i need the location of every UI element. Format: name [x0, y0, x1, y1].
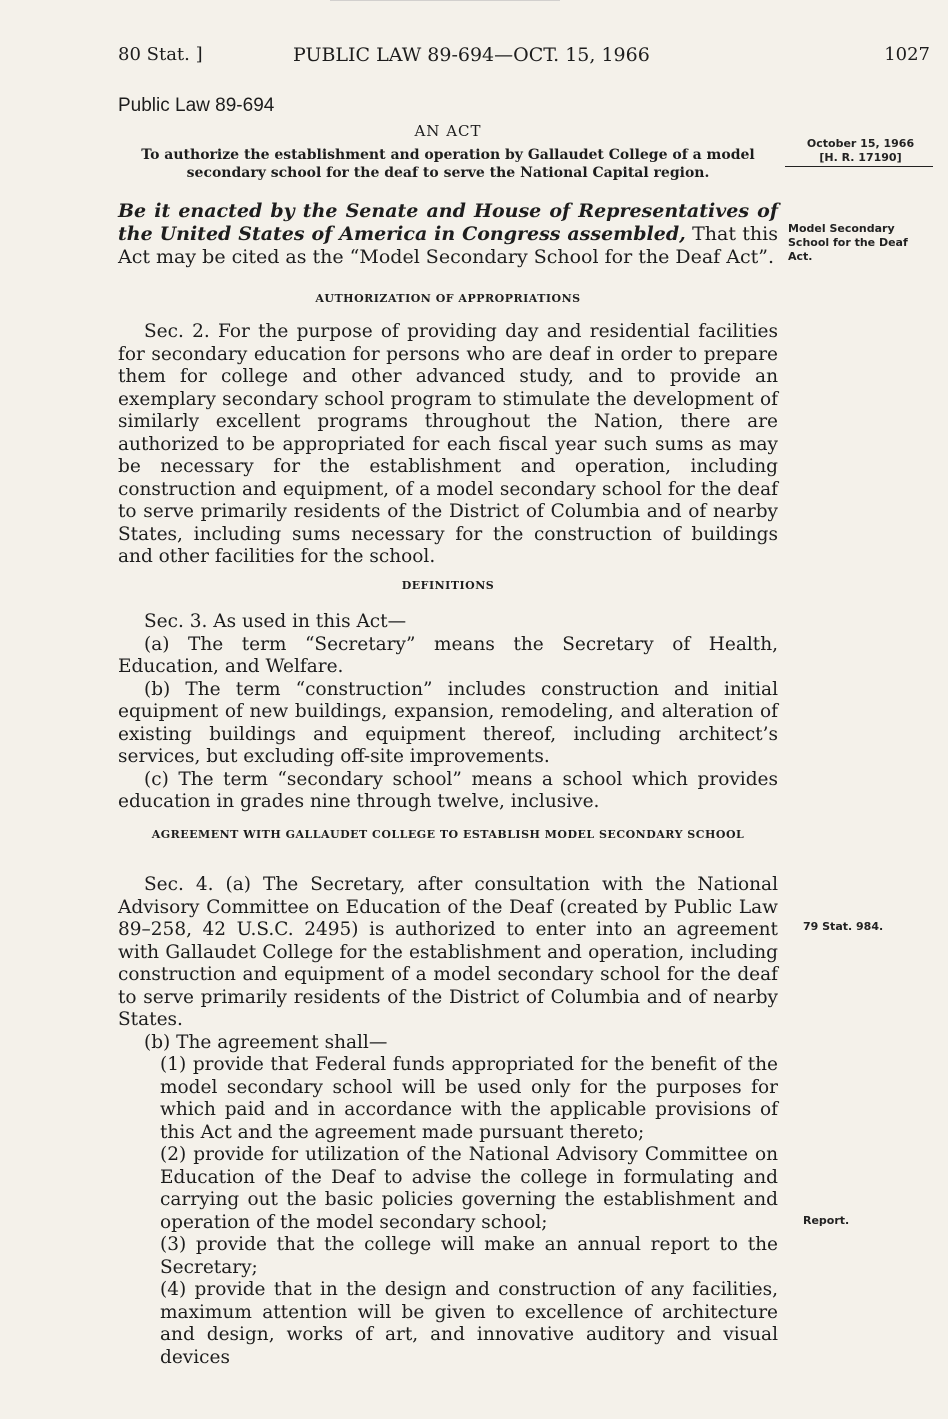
sidenote-date	[788, 137, 933, 165]
public-law-number: Public Law 89-694	[118, 95, 275, 116]
section-3-a: (a) The term “Secretary” means the Secretary of Health, Education, and Welfare.	[118, 633, 778, 677]
enacting-formula: Be it enacted by the Senate and House of Representatives of the United States of America in Congress assembled,	[118, 200, 778, 245]
section-4-b-1: (1) provide that Federal funds appropriated for the benefit of the model secondary school will be used only for the purposes for which paid and in accordance with the applicable provisions of this Act and the agreement made pursuant thereto;	[160, 1054, 778, 1143]
header-title: PUBLIC LAW 89-694—OCT. 15, 1966	[293, 44, 650, 66]
running-header	[118, 44, 930, 74]
section-3-c: (c) The term “secondary school” means a school which provides education in grades nine through twelve, inclusive.	[118, 768, 778, 812]
enactment-date: October 15, 1966	[806, 137, 915, 150]
section-4-b: (b) The agreement shall—	[144, 1031, 388, 1053]
enacting-clause	[118, 200, 778, 269]
section-3	[118, 611, 778, 814]
section-3-intro: Sec. 3. As used in this Act—	[144, 611, 407, 632]
section-3-b: (b) The term “construction” includes construction and initial equipment of new buildings, expansion, remodeling, and alteration of existing buildings and equipment thereof, including architect’s services, but excluding off-site improvements.	[118, 678, 778, 767]
section-2	[118, 321, 778, 569]
section-4-b-2: (2) provide for utilization of the National Advisory Committee on Education of the Deaf to advise the college in formulating and carrying out the basic policies governing the establishment and operation of the model secondary school;	[160, 1144, 778, 1233]
volume-reference: 80 Stat. ]	[118, 44, 203, 65]
scan-artifact	[330, 0, 560, 7]
section-4	[118, 874, 778, 1369]
an-act-label: AN ACT	[414, 122, 482, 140]
section-2-heading: AUTHORIZATION OF APPROPRIATIONS	[315, 292, 581, 305]
section-4-heading: AGREEMENT WITH GALLAUDET COLLEGE TO ESTABLISH MODEL SECONDARY SCHOOL	[151, 828, 745, 841]
sidenote-stat-reference: 79 Stat. 984.	[803, 920, 884, 933]
sidenote-divider	[785, 166, 933, 167]
short-title-clause: That this Act may be cited as the “Model Secondary School for the Deaf Act”.	[118, 223, 778, 268]
bill-number: [H. R. 17190]	[819, 151, 902, 164]
section-3-heading: DEFINITIONS	[401, 579, 495, 592]
sidenote-report: Report.	[803, 1214, 850, 1227]
section-4-b-4: (4) provide that in the design and construction of any facilities, maximum attention will be given to excellence of architecture and design, works of art, and innovative auditory and visual devices	[160, 1279, 778, 1368]
section-4-b-3: (3) provide that the college will make an annual report to the Secretary;	[160, 1234, 778, 1278]
act-title: To authorize the establishment and operation by Gallaudet College of a model secondary school for the deaf to serve the National Capital region.	[141, 147, 755, 181]
section-2-text: Sec. 2. For the purpose of providing day and residential facilities for secondary education for persons who are deaf in order to prepare them for college and other advanced study, and to provide an exemplary secondary school program to stimulate the development of similarly excellent programs throughout the Nation, there are authorized to be appropriated for each fiscal year such sums as may be necessary for the establishment and operation, including construction and equipment, of a model secondary school for the deaf to serve primarily residents of the District of Columbia and of nearby States, including sums necessary for the construction of buildings and other facilities for the school.	[118, 321, 778, 567]
page-number: 1027	[884, 44, 930, 65]
sidenote-short-title: Model Secondary School for the Deaf Act.	[788, 222, 908, 263]
section-4-a: Sec. 4. (a) The Secretary, after consultation with the National Advisory Committee on Education of the Deaf (created by Public Law 89–258, 42 U.S.C. 2495) is authorized to enter into an agreement with Gallaudet College for the establishment and operation, including construction and equipment of a model secondary school for the deaf to serve primarily residents of the District of Columbia and of nearby States.	[118, 874, 778, 1030]
